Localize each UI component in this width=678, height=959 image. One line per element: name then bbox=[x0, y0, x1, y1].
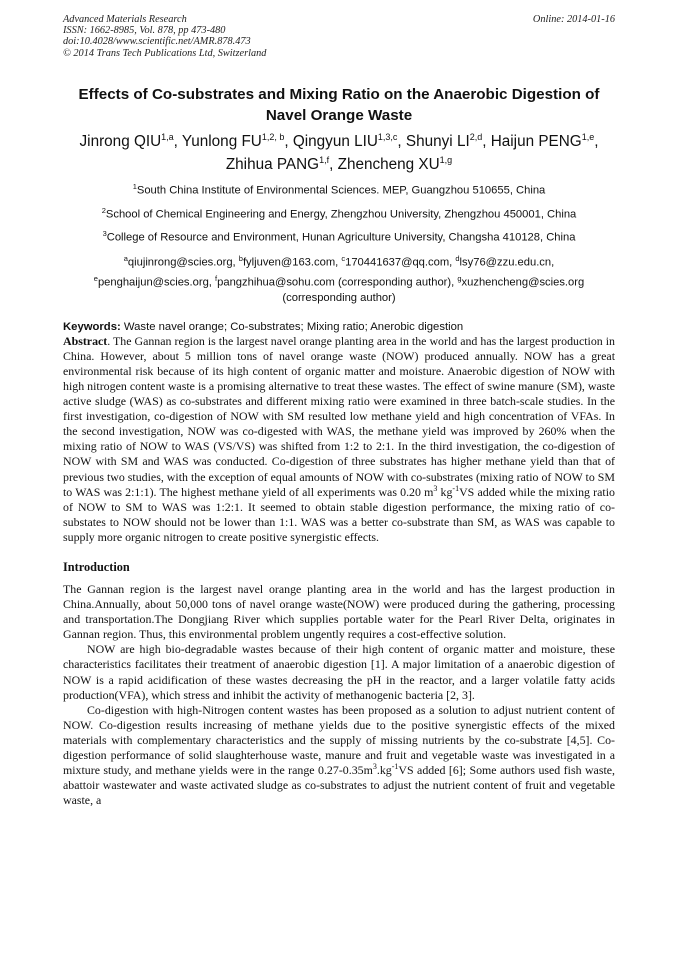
abstract-text-1: . The Gannan region is the largest navel orange planting area in the world and has the largest production in China. However, about 5 million tons of navel orange waste (NOW) produced annually. NOW has a great environmental risk because of its high content of organic matter and moisture. Anaerobic digestion of NOW with high nitrogen content waste is a promising alternative to treat these wastes. The effect of swine manure (SM), waste active sludge (WAS) as co-substrates and different mixing ratio were examined in three batch-scale studies. In the first investigation, co-digestion of NOW with SM resulted low methane yield and high concentration of VFAs. In the second investigation, NOW was co-digested with WAS, the methane yield was improved by 260% when the mixing ratio of NOW to WAS (VS/VS) was shifted from 1:2 to 2:1. In the third investigation, the co-digestion of NOW with SM and WAS was conducted. Co-digestion of three substrates has higher methane yield than that of previous two studies, with the exception of equal amounts of NOW with co-substrates (mixing ratio of NOW to SM to WAS was 2:1:1). The highest methane yield of all experiments was 0.20 m bbox=[63, 333, 615, 499]
abstract bbox=[63, 334, 615, 545]
intro-paragraph-2: NOW are high bio-degradable wastes because of their high content of organic matter and moisture, these characteristics facilitates their treatment of anaerobic digestion [1]. A major limitation of a anaerobic digestion of NOW is a rapid acidification of these wastes decreasing the pH in the reactor, and a larger volatile fatty acids production(VFA), which stress and inhibit the activity of methanogenic bacteria [2, 3]. bbox=[63, 642, 615, 702]
author-list: Jinrong QIU$^{1,a}$, Yunlong FU$^{1,2, b}$, Qingyun LIU$^{1,3,c}$, Shunyi LI$^{2,d}$, Haijun PENG$^{1,e}$, Zhihua PANG$^{1,f}$, Zhencheng XU$^{1,g}$ bbox=[79, 131, 599, 174]
author-name: Zhihua PANG bbox=[225, 156, 320, 174]
author-name: Qingyun LIU bbox=[292, 132, 378, 150]
email-link[interactable]: lsy76@zzu.edu.cn, bbox=[459, 256, 555, 269]
author-affil-mark: 1,f bbox=[319, 155, 330, 166]
superscript: 3 bbox=[433, 483, 438, 493]
keywords-label: Keywords: bbox=[63, 320, 121, 333]
author-affil-mark: 1,a bbox=[161, 131, 174, 142]
email-list: $^a$qiujinrong@scies.org, $^b$fyljuven@163.com, $^c$170441637@qq.com, $^d$lsy76@zzu.edu.cn, $^e$penghaijun@scies.org, $^f$pangzhihua@sohu.com (corresponding author), $^g$xuzhencheng@scies.org (corresponding author) bbox=[93, 254, 585, 304]
affiliation-number: 2 bbox=[101, 205, 106, 215]
affiliation-number: 1 bbox=[132, 182, 137, 191]
doi-line: doi:10.4028/www.scientific.net/AMR.878.473 bbox=[63, 36, 251, 48]
email-link[interactable]: penghaijun@scies.org, bbox=[97, 276, 212, 289]
online-date: Online: 2014-01-16 bbox=[532, 14, 615, 25]
intro-paragraph-1: The Gannan region is the largest navel orange planting area in the world and has the largest production in China.Annually, about 50,000 tons of navel orange waste(NOW) were produced during the gathering, processing and transportation.The Dongjiang River which supplies portable water for the Pearl River Delta, originates in Gannan region. Thus, this environmental problem ungently requires a cost-effective solution. bbox=[63, 581, 615, 642]
journal-header bbox=[63, 14, 615, 59]
author-affil-mark: 1,2, b bbox=[261, 131, 285, 142]
intro-text: .kg bbox=[376, 763, 392, 778]
email-link[interactable]: pangzhihua@sohu.com (corresponding author), bbox=[217, 276, 455, 289]
affiliation-2 bbox=[63, 204, 615, 222]
author-affil-mark: 1,3,c bbox=[377, 131, 398, 142]
intro-text: Co-digestion with high-Nitrogen content wastes has been proposed as a solution to adjust nutrient content of NOW. Co-digestion results increasing of methane yields due to the positive synergistic effects of the mixed materials with complementary characteristics and the supply of missing nutrients by the co-substrate [4,5]. Co-digestion performance of solid slaughterhouse waste, manure and fruit and vegetable waste was investigated in a mixture study, and methane yields were in the range 0.27-0.35m bbox=[63, 702, 615, 778]
section-heading-introduction: Introduction bbox=[63, 559, 130, 574]
copyright-line: © 2014 Trans Tech Publications Ltd, Switzerland bbox=[63, 47, 267, 59]
affiliation-3 bbox=[63, 227, 615, 245]
superscript: -1 bbox=[391, 762, 399, 772]
author-name: Jinrong QIU bbox=[79, 132, 162, 150]
keywords bbox=[63, 320, 615, 334]
keywords-text: Waste navel orange; Co-substrates; Mixing ratio; Anerobic digestion bbox=[123, 320, 464, 333]
paper-page bbox=[63, 14, 615, 808]
intro-text: VS added [6]; Some authors used fish waste, abattoir wastewater and waste activated sludge as co-substrates to adjust the nutrient content of fruit and vegetable waste, a bbox=[63, 763, 615, 808]
superscript: -1 bbox=[452, 483, 460, 493]
abstract-text-3: VS added while the mixing ratio of NOW to SM to WAS was 1:2:1. It seemed to obtain stable digestion performance, the mixing ratio of co-substates to NOW should not be lower than 1:1. WAS was a better co-substrate than SM, as WAS was capable to supply more organic nitrogen to create positive synergistic effects. bbox=[63, 484, 615, 544]
abstract-text-2: kg bbox=[437, 484, 453, 499]
journal-name: Advanced Materials Research bbox=[63, 14, 187, 25]
author-name: Yunlong FU bbox=[181, 132, 262, 150]
author-affil-mark: 1,g bbox=[439, 155, 453, 166]
author-name: Zhencheng XU bbox=[337, 156, 440, 174]
issn-line: ISSN: 1662-8985, Vol. 878, pp 473-480 bbox=[63, 25, 226, 37]
email-link[interactable]: fyljuven@163.com, bbox=[242, 256, 339, 269]
affiliation-text: College of Resource and Environment, Hunan Agriculture University, Changsha 410128, China bbox=[106, 232, 576, 245]
affiliation-number: 3 bbox=[102, 229, 107, 239]
author-name: Haijun PENG bbox=[490, 132, 582, 150]
email-link[interactable]: qiujinrong@scies.org, bbox=[127, 256, 236, 269]
affiliation-1 bbox=[63, 180, 615, 198]
affiliation-text: South China Institute of Environmental Sciences. MEP, Guangzhou 510655, China bbox=[136, 184, 546, 197]
author-affil-mark: 1,e bbox=[581, 131, 595, 142]
author-name: Shunyi LI bbox=[405, 132, 470, 150]
email-link[interactable]: xuzhencheng@scies.org bbox=[461, 276, 585, 289]
paper-title: Effects of Co-substrates and Mixing Ratio on the Anaerobic Digestion of Navel Orange Waste bbox=[78, 85, 600, 124]
intro-paragraph-3 bbox=[63, 703, 615, 809]
corresponding-note: (corresponding author) bbox=[282, 291, 396, 304]
affiliation-text: School of Chemical Engineering and Energy, Zhengzhou University, Zhengzhou 450001, China bbox=[105, 208, 577, 221]
author-affil-mark: 2,d bbox=[469, 131, 483, 142]
superscript: 3 bbox=[372, 762, 377, 772]
email-link[interactable]: 170441637@qq.com, bbox=[345, 256, 453, 269]
abstract-label: Abstract bbox=[63, 333, 108, 348]
